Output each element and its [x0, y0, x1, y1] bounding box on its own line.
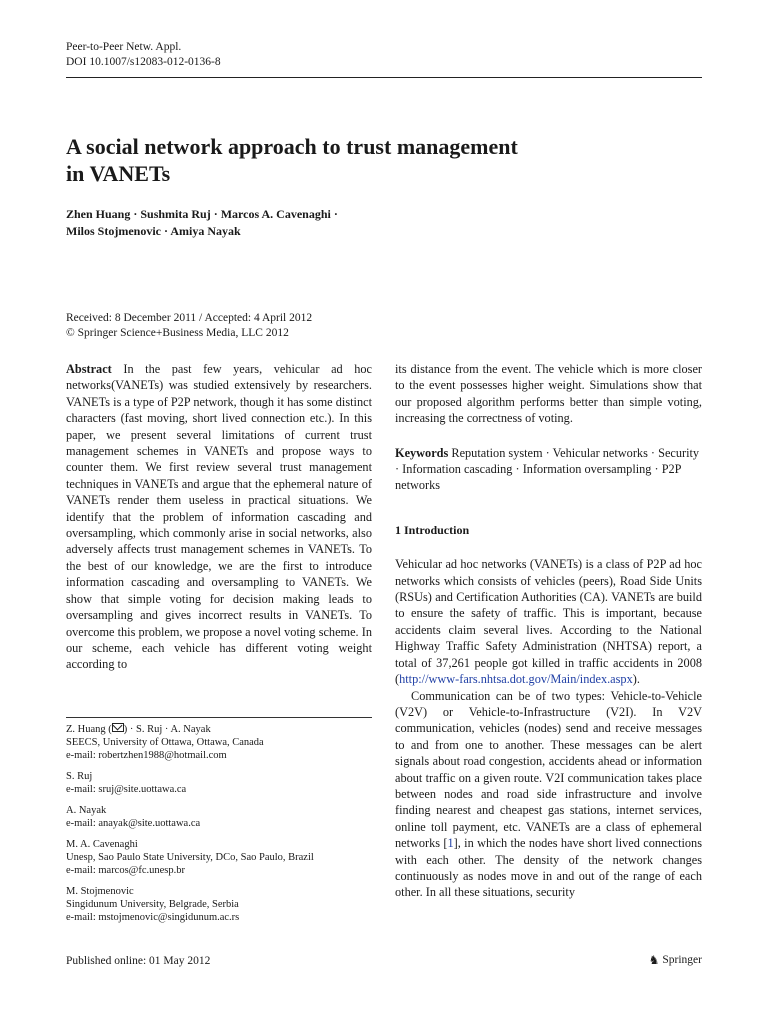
title-line-1: A social network approach to trust management	[66, 134, 518, 159]
intro-paragraph-1	[395, 556, 702, 687]
doi[interactable]: DOI 10.1007/s12083-012-0136-8	[66, 56, 221, 68]
title-line-2: in VANETs	[66, 161, 171, 186]
published-date: Published online: 01 May 2012	[66, 955, 211, 967]
received-date: Received: 8 December 2011 / Accepted: 4 April 2012	[66, 312, 313, 324]
affiliation-org: SEECS, University of Ottawa, Ottawa, Canada	[66, 737, 264, 748]
keywords-label: Keywords	[395, 445, 449, 460]
envelope-icon	[112, 723, 124, 732]
intro-p2-text-b: ], in which the nodes have short lived connections with each other. The density of the network changes continuously as nodes move in and out of the range of each other. In all these situations, security	[395, 836, 702, 900]
affiliation-email[interactable]: e-mail: sruj@site.uottawa.ca	[66, 784, 187, 795]
section-heading-introduction: 1 Introduction	[395, 522, 470, 537]
affiliation-names	[66, 723, 372, 736]
affiliation-name: S. Ruj	[66, 771, 93, 782]
right-column	[395, 361, 702, 901]
affiliation-email[interactable]: e-mail: mstojmenovic@singidunum.ac.rs	[66, 912, 240, 923]
intro-p1-end: ).	[632, 672, 640, 687]
keywords-text: Reputation system · Vehicular networks · Security · Information cascading · Information oversampling · P2P networks	[395, 445, 700, 493]
nhtsa-link[interactable]: http://www-fars.nhtsa.dot.gov/Main/index.aspx	[399, 672, 633, 687]
copyright: © Springer Science+Business Media, LLC 2012	[66, 327, 289, 339]
affiliation-name: M. A. Cavenaghi	[66, 839, 138, 850]
keywords	[395, 445, 702, 494]
abstract-label: Abstract	[66, 362, 112, 376]
affiliation-name-text: Z. Huang (	[66, 724, 112, 735]
journal-header	[66, 40, 221, 70]
left-column	[66, 361, 372, 673]
affiliation-name-suffix: ) · S. Ruj · A. Nayak	[123, 724, 211, 735]
affiliation-org: Unesp, Sao Paulo State University, DCo, Sao Paulo, Brazil	[66, 852, 314, 863]
authors-line-2: Milos Stojmenovic · Amiya Nayak	[66, 224, 241, 238]
affiliation-ruj	[66, 770, 372, 796]
header-divider	[66, 77, 702, 78]
abstract	[66, 361, 372, 673]
dates-block	[66, 311, 312, 341]
affiliation-cavenaghi	[66, 838, 372, 877]
intro-p2-text-a: Communication can be of two types: Vehicle-to-Vehicle (V2V) or Vehicle-to-Infrastructure (V2I). In V2V communication, vehicles (nodes) send and receive messages to and from one to another. These messages can be alert signals about road congestion, accidents ahead or information about traffic on a given route. V2I communication takes place between nodes and road side infrastructure and involve finding nearest and cheapest gas stations, internet services, online toll payment, etc. VANETs are a class of ephemeral networks [	[395, 688, 702, 851]
publisher-logo	[649, 954, 702, 966]
affiliation-email[interactable]: e-mail: robertzhen1988@hotmail.com	[66, 750, 227, 761]
intro-paragraph-2	[395, 688, 702, 901]
springer-horse-icon: ♞	[648, 953, 660, 967]
affiliation-divider	[66, 717, 372, 718]
affiliation-stojmenovic	[66, 885, 372, 924]
affiliation-nayak	[66, 804, 372, 830]
paper-title	[66, 133, 666, 187]
author-list	[66, 206, 338, 240]
intro-p1-text: Vehicular ad hoc networks (VANETs) is a class of P2P ad hoc networks which consists of vehicles (peers), Road Side Units (RSUs) and Certification Authorities (CA). VANETs are build to ensure the safety of traffic. This is important, because accidents claim several lives. According to the National Highway Traffic Safety Administration (NHTSA) report, a total of 37,261 people got killed in traffic accidents in 2008 (	[395, 557, 702, 687]
abstract-text: In the past few years, vehicular ad hoc networks(VANETs) was studied extensively by researchers. VANETs is a type of P2P network, though it has some distinct characters (fast moving, short lived connection etc.). In this paper, we present several limitations of current trust management schemes in VANETs and propose ways to counter them. We first review several trust management techniques in VANETs and argue that the ephemeral nature of VANETs render them useless in practical situations. We identify that the problem of information cascading and oversampling, which commonly arise in social networks, also adversely affects trust management schemes in VANETs. To the best of our knowledge, we are the first to introduce information cascading and oversampling to VANETs. We show that simple voting for decision making leads to oversampling and gives incorrect results in VANETs. To overcome this problem, we propose a novel voting scheme. In our scheme, each vehicle has different voting weight according to	[66, 362, 372, 672]
affiliation-email[interactable]: e-mail: marcos@fc.unesp.br	[66, 865, 186, 876]
affiliation-org: Singidunum University, Belgrade, Serbia	[66, 899, 239, 910]
affiliation-name: M. Stojmenovic	[66, 886, 134, 897]
journal-name: Peer-to-Peer Netw. Appl.	[66, 41, 182, 53]
citation-link[interactable]: 1	[447, 836, 454, 851]
abstract-continued: its distance from the event. The vehicle which is more closer to the event possesses higher weight. Simulations show that our proposed algorithm performs better than simple voting, increasing the correctness of voting.	[395, 362, 702, 426]
authors-line-1: Zhen Huang · Sushmita Ruj · Marcos A. Cavenaghi ·	[66, 207, 338, 221]
affiliation-name: A. Nayak	[66, 805, 107, 816]
affiliations	[66, 723, 372, 932]
affiliation-email[interactable]: e-mail: anayak@site.uottawa.ca	[66, 818, 201, 829]
publisher-name: Springer	[662, 954, 702, 966]
affiliation-huang	[66, 723, 372, 762]
